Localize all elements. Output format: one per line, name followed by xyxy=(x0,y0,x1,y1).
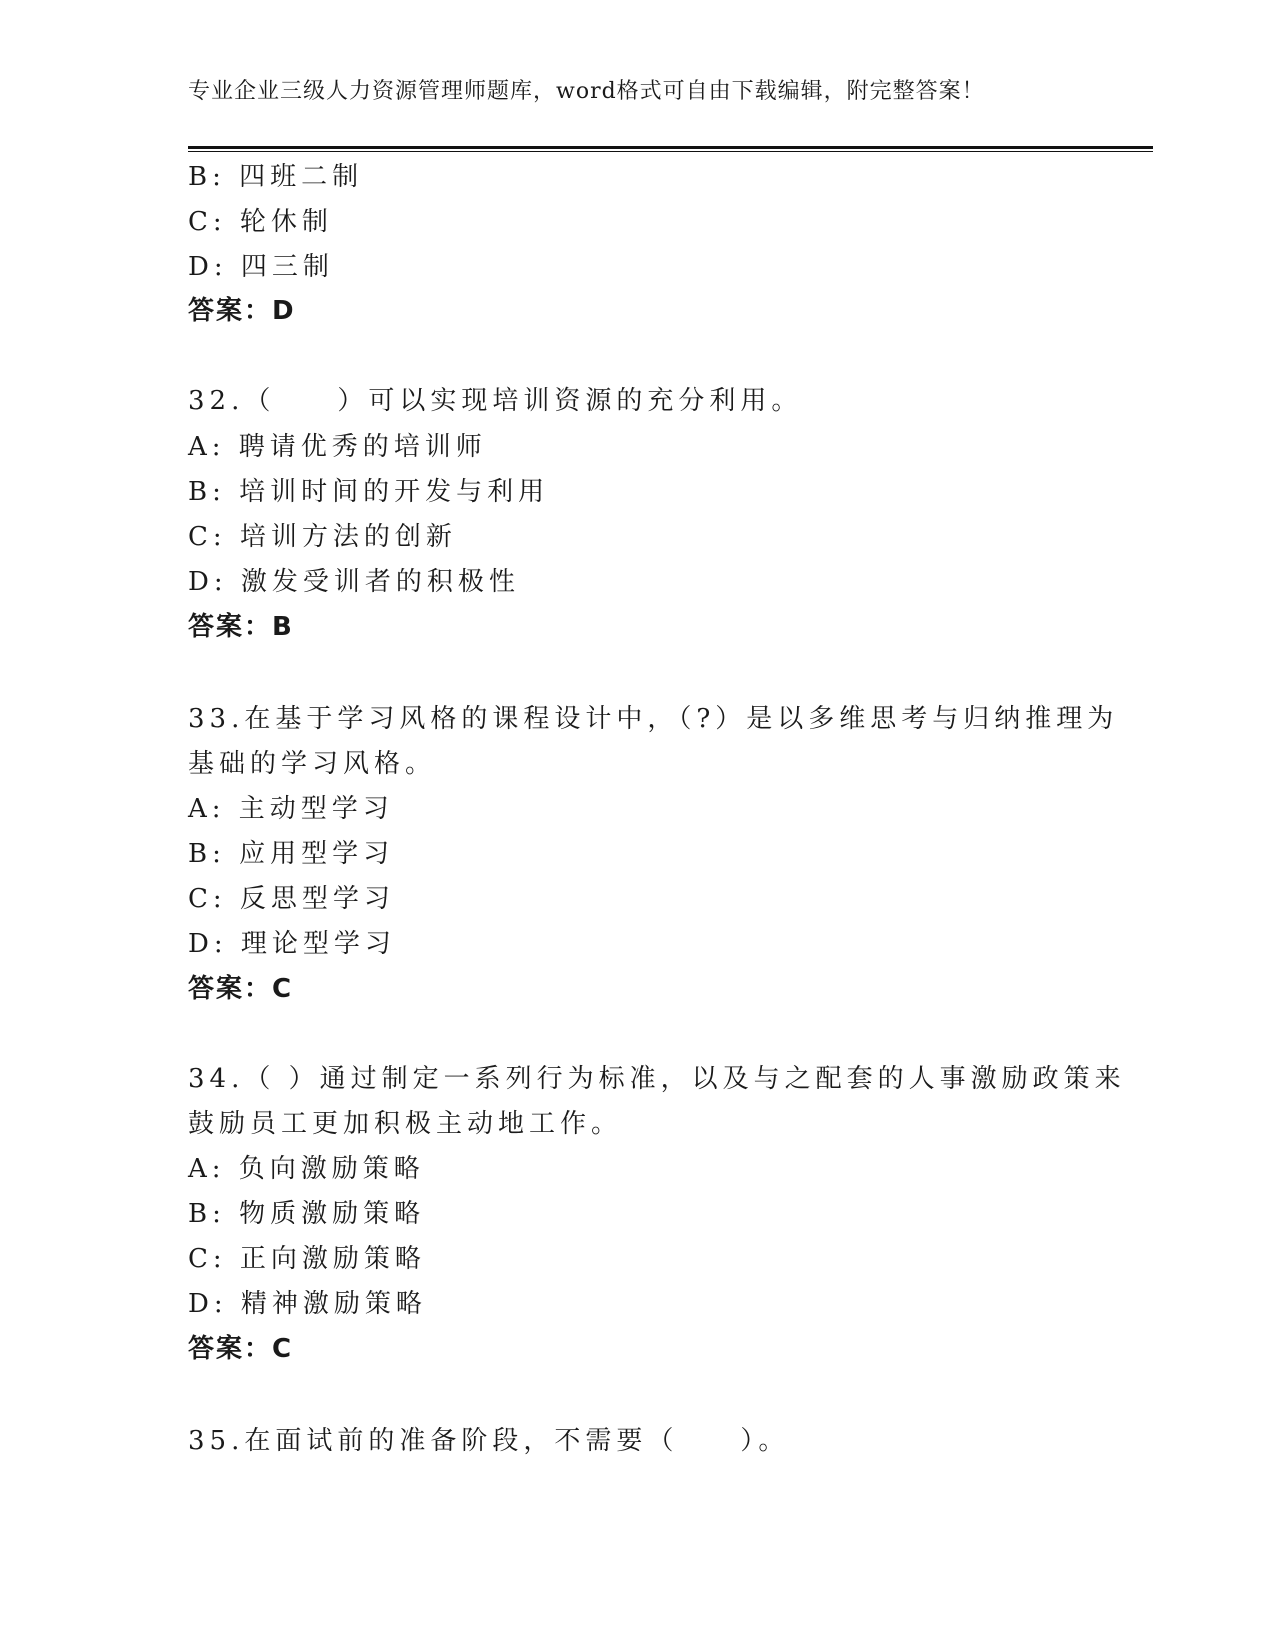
q33-answer: 答案：C xyxy=(188,974,294,1004)
q33-stem-line1: 33.在基于学习风格的课程设计中，（?）是以多维思考与归纳推理为 xyxy=(188,704,1119,734)
q33-option-a: A: 主动型学习 xyxy=(188,794,394,824)
header-rule-thin xyxy=(188,151,1153,152)
q34-option-d: D: 精神激励策略 xyxy=(188,1289,427,1319)
q32-option-d: D: 激发受训者的积极性 xyxy=(188,567,520,597)
q32-option-b: B: 培训时间的开发与利用 xyxy=(188,477,550,507)
q32-option-c: C: 培训方法的创新 xyxy=(188,522,457,552)
q33-option-c: C: 反思型学习 xyxy=(188,884,395,914)
q34-stem-line2: 鼓励员工更加积极主动地工作。 xyxy=(188,1109,623,1139)
header-rule-thick xyxy=(188,146,1153,149)
q31-option-d: D: 四三制 xyxy=(188,252,334,282)
q33-option-d: D: 理论型学习 xyxy=(188,929,396,959)
q34-option-c: C: 正向激励策略 xyxy=(188,1244,426,1274)
q34-stem-line1: 34.（ ）通过制定一系列行为标准，以及与之配套的人事激励政策来 xyxy=(188,1064,1126,1094)
q33-stem-line2: 基础的学习风格。 xyxy=(188,749,437,779)
q34-answer: 答案：C xyxy=(188,1334,294,1364)
q34-option-b: B: 物质激励策略 xyxy=(188,1199,426,1229)
q32-stem: 32.（ ）可以实现培训资源的充分利用。 xyxy=(188,386,803,416)
q31-option-c: C: 轮休制 xyxy=(188,207,333,237)
q34-option-a: A: 负向激励策略 xyxy=(188,1154,425,1184)
q32-answer: 答案：B xyxy=(188,612,294,642)
q32-option-a: A: 聘请优秀的培训师 xyxy=(188,432,487,462)
q31-option-b: B: 四班二制 xyxy=(188,162,364,192)
q31-answer: 答案：D xyxy=(188,296,296,326)
q35-stem: 35.在面试前的准备阶段，不需要（ ）。 xyxy=(188,1426,790,1456)
q33-option-b: B: 应用型学习 xyxy=(188,839,395,869)
page-header: 专业企业三级人力资源管理师题库，word格式可自由下载编辑，附完整答案！ xyxy=(188,79,985,104)
